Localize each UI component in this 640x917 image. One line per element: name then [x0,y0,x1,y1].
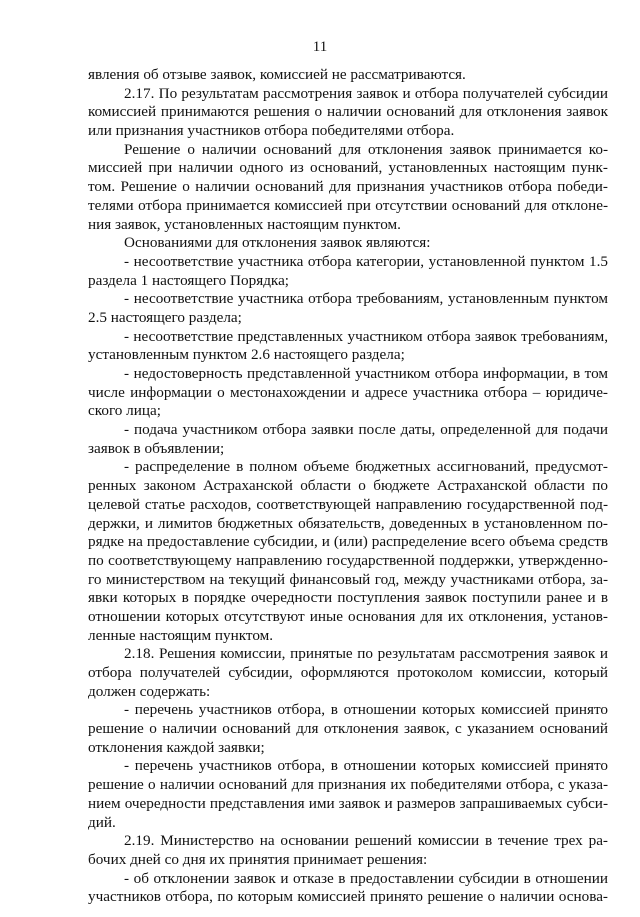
text-line: миссией при наличии одного из оснований, установленных настоящим пунк- [88,159,608,177]
text-line: Основаниями для отклонения заявок являются: [124,234,431,252]
text-line: явления об отзыве заявок, комиссией не рассматриваются. [88,66,466,83]
text-line: 2.19. Министерство на основании решений комиссии в течение трех ра- [124,832,608,850]
text-line: - подача участником отбора заявки после даты, определенной для подачи [124,421,608,439]
text-line: ленные настоящим пунктом. [88,626,274,644]
text-line: держки, и лимитов бюджетных обязательств, доведенных в установленном по- [88,514,608,532]
text-line: 2.5 настоящего раздела; [88,308,242,326]
text-line: отношении которых отсутствуют иные основания для их отклонения, установ- [88,607,608,625]
text-line: явки которых в порядке очередности поступления заявок поступили ранее и в [88,589,608,607]
text-line: ренных законом Астраханской области о бюджете Астраханской области по [88,477,608,495]
text-line: ского лица; [88,402,161,420]
text-line: - недостоверность представленной участником отбора информации, в том [124,365,608,382]
text-line: комиссией принимаются решения о наличии оснований для отклонения заявок [88,103,608,121]
text-line: должен содержать: [88,682,211,700]
text-line: целевой статье расходов, соответствующей направлению государственной под- [88,495,608,513]
text-line: телями отбора принимается комиссией при отсутствии оснований для отклоне- [88,196,608,214]
text-line: нием очередности представления ими заявок и размеров запрашиваемых субси- [88,794,608,812]
text-line: решение о наличии оснований для признания их победителями отбора, с указа- [88,776,608,794]
text-line: решение о наличии оснований для отклонения заявок, с указанием оснований [88,720,608,738]
text-line: Решение о наличии оснований для отклонения заявок принимается ко- [124,140,608,158]
text-line: бочих дней со дня их принятия принимает решения: [88,850,428,868]
text-line: - об отклонении заявок и отказе в предоставлении субсидии в отношении [124,869,608,887]
text-line: - перечень участников отбора, в отношении которых комиссией принято [124,757,608,775]
page-number: 11 [312,39,328,55]
text-line: - распределение в полном объеме бюджетных ассигнований, предусмот- [124,458,608,476]
document-body [88,66,608,907]
text-line: - перечень участников отбора, в отношении которых комиссией принято [124,701,608,719]
text-line: рядке на предоставление субсидии, и (или) распределение всего объема средств [88,533,608,551]
text-line: - несоответствие участника отбора категории, установленной пунктом 1.5 [124,252,608,270]
text-line: раздела 1 настоящего Порядка; [88,271,290,289]
text-line: дий. [88,813,116,831]
text-line: отбора получателей субсидии, оформляются протоколом комиссии, который [88,664,608,681]
text-line: установленным пунктом 2.6 настоящего раздела; [88,346,405,364]
text-line: том. Решение о наличии оснований для признания участников отбора победи- [88,178,608,196]
text-line: числе информации о местонахождении и адресе участника отбора – юридиче- [88,383,608,401]
text-line: по соответствующему направлению государственной поддержки, утвержденно- [88,551,608,569]
text-line: 2.17. По результатам рассмотрения заявок и отбора получателей субсидии [124,84,608,102]
text-line: ния заявок, установленных настоящим пунктом. [88,215,401,233]
text-line: отклонения каждой заявки; [88,738,265,756]
text-line: или признания участников отбора победителями отбора. [88,122,455,140]
text-line: заявок в объявлении; [88,439,225,457]
text-line: - несоответствие представленных участником отбора заявок требованиям, [124,327,608,345]
text-line: 2.18. Решения комиссии, принятые по результатам рассмотрения заявок и [124,645,608,663]
text-line: участников отбора, по которым комиссией принято решение о наличии основа- [88,888,608,906]
text-line: - несоответствие участника отбора требованиям, установленным пунктом [124,290,608,308]
text-line: го министерством на текущий финансовый год, между участниками отбора, за- [88,570,608,588]
